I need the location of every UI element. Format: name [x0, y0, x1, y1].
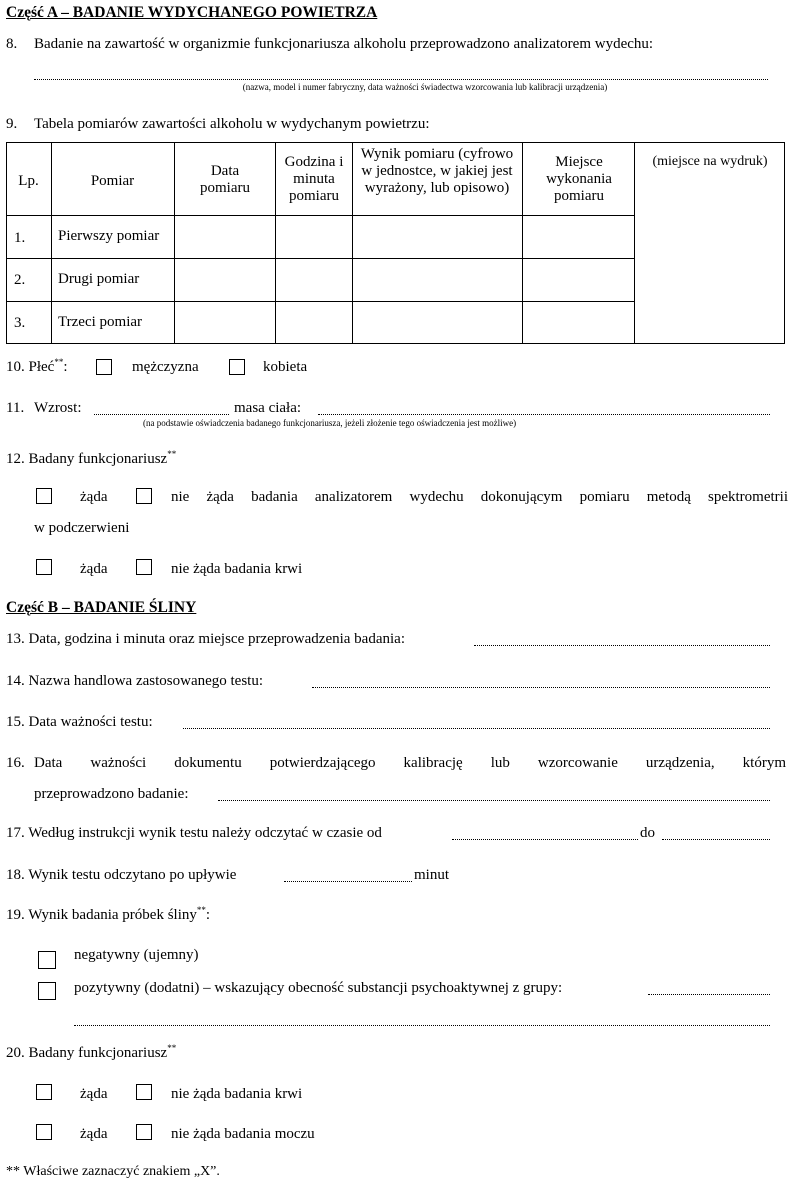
- q12-no-blood-checkbox[interactable]: [136, 559, 152, 575]
- q12-demand-analyzer-checkbox[interactable]: [36, 488, 52, 504]
- negative-label: negatywny (ujemny): [74, 947, 199, 963]
- th-wydruk: (miejsce na wydruk): [652, 154, 768, 169]
- q20-demand-urine-label: żąda: [80, 1126, 108, 1142]
- th-wynik: Wynik pomiaru (cyfrowo w jednostce, w jakiej jest wyrażony, lub opisowo): [360, 146, 514, 196]
- q17-to-label: do: [640, 825, 655, 841]
- q18-label: 18. Wynik testu odczytano po upływie: [6, 867, 237, 883]
- q20-demand-urine-checkbox[interactable]: [36, 1124, 52, 1140]
- q16-field[interactable]: [218, 800, 770, 801]
- q20-demand-blood-checkbox[interactable]: [36, 1084, 52, 1100]
- q18-unit: minut: [414, 867, 450, 883]
- th-data: Data pomiaru: [200, 163, 250, 196]
- th-lp: Lp.: [18, 173, 39, 189]
- th-godzina: Godzina i minuta pomiaru: [284, 154, 344, 204]
- q20-no-blood-checkbox[interactable]: [136, 1084, 152, 1100]
- q12-no-analyzer-label-cont: w podczerwieni: [34, 520, 130, 536]
- q16-number: 16.: [6, 755, 25, 771]
- q9-text: Tabela pomiarów zawartości alkoholu w wydychanym powietrzu:: [34, 116, 430, 132]
- q14-field[interactable]: [312, 687, 770, 688]
- female-label: kobieta: [263, 359, 308, 375]
- q17-label: 17. Według instrukcji wynik testu należy odczytać w czasie od: [6, 825, 382, 841]
- q13-field[interactable]: [474, 645, 770, 646]
- part-a-heading: Część A – BADANIE WYDYCHANEGO POWIETRZA: [6, 4, 378, 21]
- q16-text: Data ważności dokumentu potwierdzającego kalibrację lub wzorcowanie urządzenia, którym: [34, 755, 786, 771]
- q15-field[interactable]: [183, 728, 770, 729]
- male-label: mężczyzna: [132, 359, 199, 375]
- q11-number: 11.: [6, 400, 25, 416]
- positive-label: pozytywny (dodatni) – wskazujący obecność substancji psychoaktywnej z grupy:: [74, 980, 563, 996]
- row-2-pomiar: Drugi pomiar: [58, 271, 140, 287]
- q8-number: 8.: [6, 36, 18, 52]
- row-3-pomiar: Trzeci pomiar: [58, 314, 143, 330]
- q17-from-field[interactable]: [452, 839, 638, 840]
- footnote: ** Właściwe zaznaczyć znakiem „X”.: [6, 1164, 220, 1179]
- row-3-lp: 3.: [14, 315, 26, 331]
- q14-label: 14. Nazwa handlowa zastosowanego testu:: [6, 673, 264, 689]
- q15-label: 15. Data ważności testu:: [6, 714, 153, 730]
- row-1-pomiar: Pierwszy pomiar: [58, 228, 160, 244]
- male-checkbox[interactable]: [96, 359, 112, 375]
- q12-demand-blood-checkbox[interactable]: [36, 559, 52, 575]
- q10-label: 10. Płeć**:: [6, 357, 68, 375]
- q12-no-analyzer-label: nie żąda badania analizatorem wydechu dokonującym pomiaru metodą spektrometrii: [171, 489, 788, 505]
- q12-no-blood-label: nie żąda badania krwi: [171, 561, 303, 577]
- q20-label: 20. Badany funkcjonariusz**: [6, 1043, 177, 1061]
- weight-label: masa ciała:: [234, 400, 302, 416]
- q11-hint: (na podstawie oświadczenia badanego funkcjonariusza, jeżeli złożenie tego oświadczenia jest możliwe): [143, 418, 517, 428]
- positive-checkbox[interactable]: [38, 982, 56, 1000]
- q12-demand-analyzer-label: żąda: [80, 489, 108, 505]
- q9-number: 9.: [6, 116, 18, 132]
- q19-group-field-cont[interactable]: [74, 1025, 770, 1026]
- q16-text-cont: przeprowadzono badanie:: [34, 786, 189, 802]
- height-field[interactable]: [94, 414, 229, 415]
- q20-no-urine-checkbox[interactable]: [136, 1124, 152, 1140]
- negative-checkbox[interactable]: [38, 951, 56, 969]
- q19-label: 19. Wynik badania próbek śliny**:: [6, 905, 211, 923]
- row-1-lp: 1.: [14, 230, 26, 246]
- row-2-lp: 2.: [14, 272, 26, 288]
- part-b-heading: Część B – BADANIE ŚLINY: [6, 599, 197, 616]
- q12-no-analyzer-checkbox[interactable]: [136, 488, 152, 504]
- female-checkbox[interactable]: [229, 359, 245, 375]
- th-miejsce: Miejsce wykonania pomiaru: [546, 154, 612, 204]
- q20-demand-blood-label: żąda: [80, 1086, 108, 1102]
- q18-minutes-field[interactable]: [284, 881, 412, 882]
- q20-no-blood-label: nie żąda badania krwi: [171, 1086, 303, 1102]
- th-pomiar: Pomiar: [90, 173, 135, 189]
- height-label: Wzrost:: [34, 400, 82, 416]
- weight-field[interactable]: [318, 414, 770, 415]
- q8-analyzer-field[interactable]: [34, 79, 768, 80]
- q12-demand-blood-label: żąda: [80, 561, 108, 577]
- q17-to-field[interactable]: [662, 839, 770, 840]
- q8-hint: (nazwa, model i numer fabryczny, data ważności świadectwa wzorcowania lub kalibracji urządzenia): [242, 82, 608, 92]
- q20-no-urine-label: nie żąda badania moczu: [171, 1126, 315, 1142]
- q12-label: 12. Badany funkcjonariusz**: [6, 449, 177, 467]
- q13-label: 13. Data, godzina i minuta oraz miejsce przeprowadzenia badania:: [6, 631, 405, 647]
- q8-text: Badanie na zawartość w organizmie funkcjonariusza alkoholu przeprowadzono analizatorem wydechu:: [34, 36, 654, 52]
- q19-group-field[interactable]: [648, 994, 770, 995]
